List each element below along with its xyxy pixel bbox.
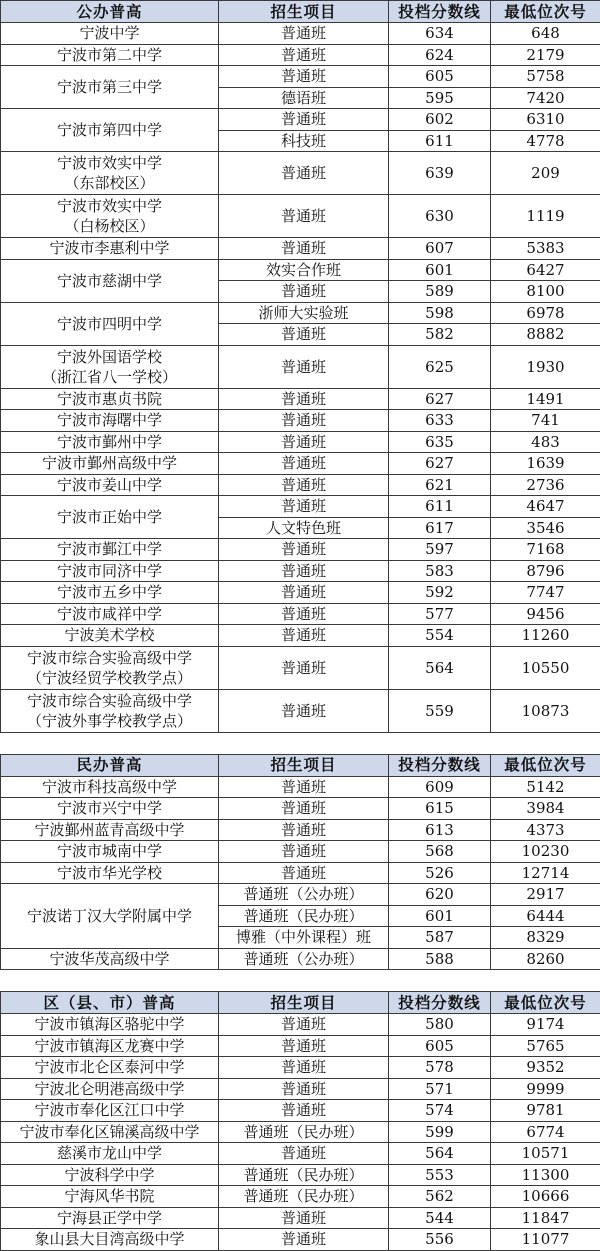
program-cell: 普通班 [219,474,389,496]
score-cell: 595 [389,87,491,109]
program-cell: 普通班 [219,1035,389,1057]
program-cell: 普通班 [219,689,389,732]
table-row [1,238,600,260]
program-cell: 普通班 [219,388,389,410]
score-cell: 615 [389,798,491,820]
school-name-line: （宁波外事学校教学点） [3,711,216,731]
rank-cell: 11847 [491,1207,600,1229]
program-cell: 普通班 [219,819,389,841]
program-cell: 普通班 [219,324,389,346]
rank-cell: 5383 [491,238,600,260]
school-name-cell [1,819,219,841]
school-name-line: 象山县大目湾高级中学 [3,1229,216,1249]
school-name-line: 宁波诺丁汉大学附属中学 [3,906,216,926]
score-cell: 601 [389,259,491,281]
school-name-cell [1,109,219,152]
section-title: 民办普高 [1,754,219,776]
score-cell: 553 [389,1164,491,1186]
school-name-line: 宁波美术学校 [3,625,216,645]
program-cell: 普通班 [219,1078,389,1100]
school-name-line: （浙江省八一学校） [3,367,216,387]
school-name-line: 宁波中学 [3,23,216,43]
score-cell: 633 [389,410,491,432]
rank-cell: 1119 [491,195,600,238]
school-name-cell [1,948,219,970]
rank-cell: 5142 [491,776,600,798]
score-cell: 554 [389,625,491,647]
table-row [1,539,600,561]
score-cell: 556 [389,1229,491,1251]
rank-cell: 7747 [491,582,600,604]
table-row [1,152,600,195]
table-row [1,1186,600,1208]
school-name-line: 慈溪市龙山中学 [3,1143,216,1163]
private-schools-header-row [1,754,600,776]
rank-cell: 10666 [491,1186,600,1208]
school-name-cell [1,474,219,496]
program-cell: 普通班 [219,44,389,66]
rank-cell: 3546 [491,517,600,539]
school-name-line: 宁波市综合实验高级中学 [3,648,216,668]
school-name-line: 宁波市科技高级中学 [3,777,216,797]
score-cell: 613 [389,819,491,841]
table-row [1,1057,600,1079]
school-name-cell [1,603,219,625]
rank-cell: 9352 [491,1057,600,1079]
public-schools-header-row [1,1,600,23]
section-spacer [1,970,600,992]
program-cell: 普通班 [219,1100,389,1122]
program-cell: 普通班 [219,798,389,820]
rank-cell: 6774 [491,1121,600,1143]
rank-cell: 2917 [491,884,600,906]
program-cell: 普通班（公办班） [219,948,389,970]
school-name-line: 宁波市北仑区泰河中学 [3,1057,216,1077]
program-cell: 博雅（中外课程）班 [219,927,389,949]
school-name-line: 宁波市第二中学 [3,45,216,65]
rank-cell: 6427 [491,259,600,281]
score-cell: 574 [389,1100,491,1122]
table-row [1,1014,600,1036]
rank-cell: 9456 [491,603,600,625]
school-name-line: 宁波市奉化区江口中学 [3,1100,216,1120]
score-cell: 607 [389,238,491,260]
program-cell: 普通班 [219,66,389,88]
school-name-line: 宁波华茂高级中学 [3,949,216,969]
score-cell: 611 [389,496,491,518]
program-cell: 科技班 [219,130,389,152]
score-cell: 578 [389,1057,491,1079]
score-cell: 589 [389,281,491,303]
rank-cell: 11077 [491,1229,600,1251]
score-cell: 587 [389,927,491,949]
school-name-line: 宁波市惠贞书院 [3,389,216,409]
school-name-cell [1,238,219,260]
rank-cell: 3984 [491,798,600,820]
rank-cell: 8882 [491,324,600,346]
school-name-cell [1,410,219,432]
score-cell: 526 [389,862,491,884]
school-name-line: 宁波市鄞江中学 [3,539,216,559]
rank-cell: 8100 [491,281,600,303]
school-name-line: 宁波市华光学校 [3,863,216,883]
school-name-cell [1,1164,219,1186]
rank-cell: 1639 [491,453,600,475]
program-cell: 普通班 [219,238,389,260]
program-cell: 普通班 [219,539,389,561]
program-header: 招生项目 [219,992,389,1014]
rank-cell: 7420 [491,87,600,109]
score-cell: 602 [389,109,491,131]
rank-cell: 9781 [491,1100,600,1122]
program-cell: 普通班 [219,1207,389,1229]
school-name-cell [1,345,219,388]
score-cell: 571 [389,1078,491,1100]
section-title: 区（县、市）普高 [1,992,219,1014]
table-row [1,819,600,841]
program-cell: 浙师大实验班 [219,302,389,324]
score-cell: 564 [389,1143,491,1165]
school-name-line: 宁波市效实中学 [3,196,216,216]
section-title: 公办普高 [1,1,219,23]
rank-cell: 10230 [491,841,600,863]
school-name-line: 宁波市第三中学 [3,77,216,97]
program-cell: 普通班 [219,603,389,625]
program-cell: 普通班（民办班） [219,1164,389,1186]
school-name-cell [1,1057,219,1079]
school-name-cell [1,23,219,45]
program-cell: 普通班 [219,496,389,518]
program-cell: 普通班 [219,862,389,884]
school-name-cell [1,1014,219,1036]
table-row [1,345,600,388]
score-cell: 588 [389,948,491,970]
table-row [1,410,600,432]
score-cell: 605 [389,66,491,88]
school-name-line: 宁波市鄞州高级中学 [3,453,216,473]
rank-cell: 648 [491,23,600,45]
program-cell: 普通班（民办班） [219,1186,389,1208]
school-name-cell [1,646,219,689]
school-name-cell [1,862,219,884]
school-name-line: 宁波市第四中学 [3,120,216,140]
school-name-line: 宁波市兴宁中学 [3,798,216,818]
table-row [1,66,600,88]
program-cell: 普通班 [219,152,389,195]
table-row [1,1100,600,1122]
school-name-cell [1,776,219,798]
table-row [1,582,600,604]
program-header: 招生项目 [219,754,389,776]
score-cell: 583 [389,560,491,582]
rank-cell: 6978 [491,302,600,324]
rank-cell: 8329 [491,927,600,949]
score-cell: 568 [389,841,491,863]
program-cell: 普通班 [219,1143,389,1165]
rank-cell: 2736 [491,474,600,496]
district-schools-header-row [1,992,600,1014]
score-cell: 625 [389,345,491,388]
score-cell: 601 [389,905,491,927]
school-name-line: 宁波外国语学校 [3,347,216,367]
rank-cell: 4778 [491,130,600,152]
score-header: 投档分数线 [389,754,491,776]
program-header: 招生项目 [219,1,389,23]
table-row [1,1121,600,1143]
score-cell: 562 [389,1186,491,1208]
school-name-cell [1,560,219,582]
rank-cell: 9174 [491,1014,600,1036]
rank-cell: 6310 [491,109,600,131]
school-name-cell [1,496,219,539]
table-row [1,948,600,970]
school-name-line: （东部校区） [3,173,216,193]
table-row [1,496,600,518]
score-cell: 634 [389,23,491,45]
table-row [1,431,600,453]
school-name-cell [1,625,219,647]
score-cell: 639 [389,152,491,195]
rank-cell: 11260 [491,625,600,647]
table-row [1,259,600,281]
table-row [1,1035,600,1057]
program-cell: 普通班 [219,841,389,863]
table-row [1,841,600,863]
table-row [1,109,600,131]
score-header: 投档分数线 [389,1,491,23]
score-cell: 611 [389,130,491,152]
table-row [1,1143,600,1165]
rank-cell: 2179 [491,44,600,66]
rank-cell: 5765 [491,1035,600,1057]
school-name-line: 宁波市镇海区骆驼中学 [3,1014,216,1034]
score-cell: 630 [389,195,491,238]
table-row [1,23,600,45]
school-name-cell [1,44,219,66]
score-cell: 598 [389,302,491,324]
score-header: 投档分数线 [389,992,491,1014]
school-name-cell [1,453,219,475]
rank-cell: 10550 [491,646,600,689]
program-cell: 普通班 [219,195,389,238]
school-name-line: （白杨校区） [3,216,216,236]
program-cell: 普通班 [219,776,389,798]
table-row [1,862,600,884]
table-row [1,625,600,647]
school-name-cell [1,582,219,604]
score-cell: 592 [389,582,491,604]
rank-cell: 4647 [491,496,600,518]
school-name-line: 宁波鄞州蓝青高级中学 [3,820,216,840]
table-row [1,1207,600,1229]
school-name-cell [1,841,219,863]
program-cell: 普通班 [219,625,389,647]
table-row [1,884,600,906]
score-cell: 544 [389,1207,491,1229]
rank-header: 最低位次号 [491,754,600,776]
score-cell: 624 [389,44,491,66]
school-name-cell [1,259,219,302]
school-name-cell [1,539,219,561]
program-cell: 普通班 [219,582,389,604]
program-cell: 普通班（民办班） [219,905,389,927]
school-name-cell [1,1143,219,1165]
school-name-line: 宁波市慈湖中学 [3,271,216,291]
score-cell: 582 [389,324,491,346]
school-name-cell [1,66,219,109]
school-name-cell [1,1121,219,1143]
school-name-line: 宁波市海曙中学 [3,410,216,430]
table-row [1,646,600,689]
rank-cell: 10571 [491,1143,600,1165]
score-cell: 605 [389,1035,491,1057]
rank-cell: 5758 [491,66,600,88]
program-cell: 普通班 [219,1057,389,1079]
program-cell: 普通班 [219,109,389,131]
school-name-cell [1,1186,219,1208]
rank-cell: 209 [491,152,600,195]
score-cell: 621 [389,474,491,496]
score-cell: 620 [389,884,491,906]
school-name-line: 宁波市镇海区龙赛中学 [3,1036,216,1056]
program-cell: 效实合作班 [219,259,389,281]
table-row [1,453,600,475]
school-name-line: 宁波市鄞州中学 [3,432,216,452]
school-name-line: 宁波市正始中学 [3,507,216,527]
section-spacer [1,732,600,754]
score-cell: 597 [389,539,491,561]
school-name-cell [1,388,219,410]
program-cell: 普通班 [219,281,389,303]
table-body [1,1,600,1251]
school-name-cell [1,152,219,195]
school-name-line: 宁波市奉化区锦溪高级中学 [3,1122,216,1142]
school-name-cell [1,302,219,345]
program-cell: 普通班（民办班） [219,1121,389,1143]
rank-cell: 1491 [491,388,600,410]
school-name-cell [1,689,219,732]
program-cell: 德语班 [219,87,389,109]
school-name-line: 宁波市咸祥中学 [3,604,216,624]
table-row [1,1164,600,1186]
program-cell: 普通班 [219,1229,389,1251]
table-row [1,195,600,238]
rank-header: 最低位次号 [491,992,600,1014]
table-row [1,1078,600,1100]
score-cell: 564 [389,646,491,689]
table-row [1,44,600,66]
program-cell: 普通班 [219,23,389,45]
program-cell: 人文特色班 [219,517,389,539]
table-row [1,560,600,582]
school-name-line: 宁波市同济中学 [3,561,216,581]
rank-cell: 7168 [491,539,600,561]
school-name-line: 宁波市姜山中学 [3,475,216,495]
program-cell: 普通班 [219,560,389,582]
table-row [1,776,600,798]
table-row [1,798,600,820]
rank-cell: 741 [491,410,600,432]
school-name-line: 宁海县正学中学 [3,1208,216,1228]
program-cell: 普通班 [219,431,389,453]
school-name-cell [1,1078,219,1100]
school-name-cell [1,884,219,949]
score-cell: 580 [389,1014,491,1036]
school-name-line: 宁波北仑明港高级中学 [3,1079,216,1099]
table-row [1,603,600,625]
program-cell: 普通班 [219,1014,389,1036]
score-cell: 609 [389,776,491,798]
school-name-line: 宁波市四明中学 [3,314,216,334]
rank-cell: 8796 [491,560,600,582]
school-name-line: 宁海风华书院 [3,1186,216,1206]
rank-cell: 10873 [491,689,600,732]
school-name-cell [1,195,219,238]
table-row [1,474,600,496]
school-name-line: 宁波市城南中学 [3,841,216,861]
school-name-cell [1,431,219,453]
school-name-line: （宁波经贸学校教学点） [3,668,216,688]
rank-cell: 4373 [491,819,600,841]
score-cell: 627 [389,453,491,475]
program-cell: 普通班 [219,646,389,689]
score-cell: 599 [389,1121,491,1143]
rank-cell: 12714 [491,862,600,884]
program-cell: 普通班 [219,345,389,388]
table-row [1,689,600,732]
score-cell: 627 [389,388,491,410]
rank-cell: 11300 [491,1164,600,1186]
program-cell: 普通班 [219,410,389,432]
school-name-line: 宁波市综合实验高级中学 [3,691,216,711]
table-row [1,302,600,324]
school-name-cell [1,1035,219,1057]
school-name-line: 宁波市李惠利中学 [3,238,216,258]
program-cell: 普通班 [219,453,389,475]
school-name-line: 宁波市效实中学 [3,153,216,173]
rank-cell: 1930 [491,345,600,388]
school-name-cell [1,1100,219,1122]
rank-cell: 483 [491,431,600,453]
table-row [1,388,600,410]
score-cell: 635 [389,431,491,453]
rank-cell: 9999 [491,1078,600,1100]
score-cell: 559 [389,689,491,732]
rank-cell: 8260 [491,948,600,970]
program-cell: 普通班（公办班） [219,884,389,906]
school-name-cell [1,798,219,820]
rank-header: 最低位次号 [491,1,600,23]
score-cell: 577 [389,603,491,625]
school-name-line: 宁波市五乡中学 [3,582,216,602]
school-name-cell [1,1207,219,1229]
school-name-line: 宁波科学中学 [3,1165,216,1185]
rank-cell: 6444 [491,905,600,927]
score-cell: 617 [389,517,491,539]
